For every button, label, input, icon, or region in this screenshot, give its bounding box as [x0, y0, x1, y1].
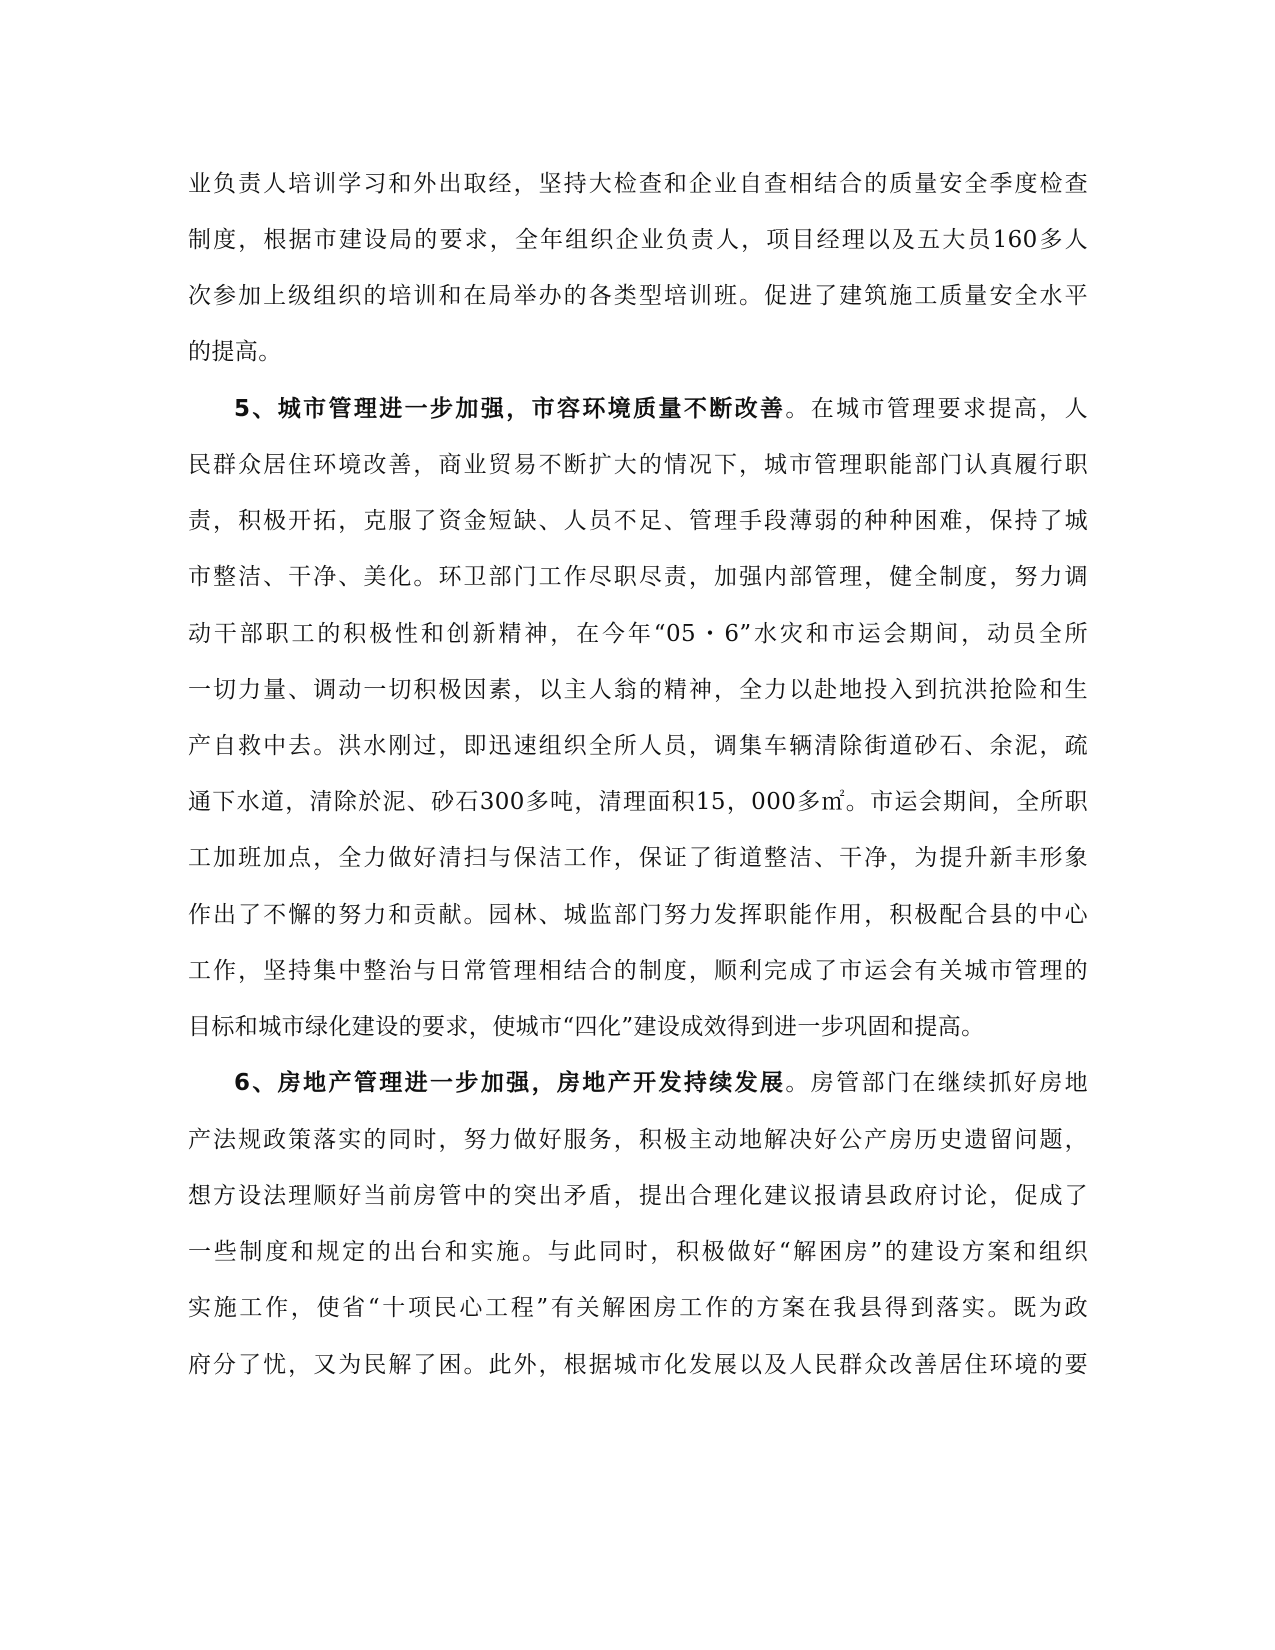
- text-line: 制度，根据市建设局的要求，全年组织企业负责人，项目经理以及五大员160多人: [188, 227, 1088, 253]
- text-line: 次参加上级组织的培训和在局举办的各类型培训班。促进了建筑施工质量安全水平: [188, 283, 1088, 309]
- text-line: 的提高。: [188, 339, 282, 365]
- text-line: 工加班加点，全力做好清扫与保洁工作，保证了街道整洁、干净，为提升新丰形象: [188, 845, 1088, 871]
- section-6-heading: 6、房地产管理进一步加强，房地产开发持续发展: [234, 1070, 786, 1096]
- text-line: 一些制度和规定的出台和实施。与此同时，积极做好“解困房”的建设方案和组织: [188, 1239, 1088, 1265]
- text-line: 产自救中去。洪水刚过，即迅速组织全所人员，调集车辆清除街道砂石、余泥，疏: [188, 733, 1088, 759]
- text-line: 产法规政策落实的同时，努力做好服务，积极主动地解决好公产房历史遗留问题，: [188, 1127, 1088, 1153]
- text-line: 目标和城市绿化建设的要求，使城市“四化”建设成效得到进一步巩固和提高。: [188, 1014, 985, 1040]
- text-line: 作出了不懈的努力和贡献。园林、城监部门努力发挥职能作用，积极配合县的中心: [188, 902, 1088, 928]
- text-line: 通下水道，清除於泥、砂石300多吨，清理面积15，000多㎡。市运会期间，全所职: [188, 789, 1088, 815]
- text-line: 一切力量、调动一切积极因素，以主人翁的精神，全力以赴地投入到抗洪抢险和生: [188, 677, 1088, 703]
- text-line: 责，积极开拓，克服了资金短缺、人员不足、管理手段薄弱的种种困难，保持了城: [188, 508, 1088, 534]
- text-line: 想方设法理顺好当前房管中的突出矛盾，提出合理化建议报请县政府讨论，促成了: [188, 1183, 1088, 1209]
- text-line: 业负责人培训学习和外出取经，坚持大检查和企业自查相结合的质量安全季度检查: [188, 171, 1088, 197]
- text-line: 市整洁、干净、美化。环卫部门工作尽职尽责，加强内部管理，健全制度，努力调: [188, 564, 1088, 590]
- text-line: 动干部职工的积极性和创新精神，在今年“05・6”水灾和市运会期间，动员全所: [188, 621, 1088, 647]
- section-6-lead-text: 。房管部门在继续抓好房地: [785, 1070, 1088, 1096]
- section-5-heading: 5、城市管理进一步加强，市容环境质量不断改善: [234, 396, 786, 422]
- section-6-first-line: [188, 1063, 1088, 1103]
- section-5-lead-text: 。在城市管理要求提高，人: [785, 396, 1088, 422]
- text-line: 府分了忧，又为民解了困。此外，根据城市化发展以及人民群众改善居住环境的要: [188, 1352, 1088, 1378]
- text-line: 实施工作，使省“十项民心工程”有关解困房工作的方案在我县得到落实。既为政: [188, 1295, 1088, 1321]
- text-line: 工作，坚持集中整治与日常管理相结合的制度，顺利完成了市运会有关城市管理的: [188, 958, 1088, 984]
- section-5-first-line: [188, 389, 1088, 429]
- text-line: 民群众居住环境改善，商业贸易不断扩大的情况下，城市管理职能部门认真履行职: [188, 452, 1088, 478]
